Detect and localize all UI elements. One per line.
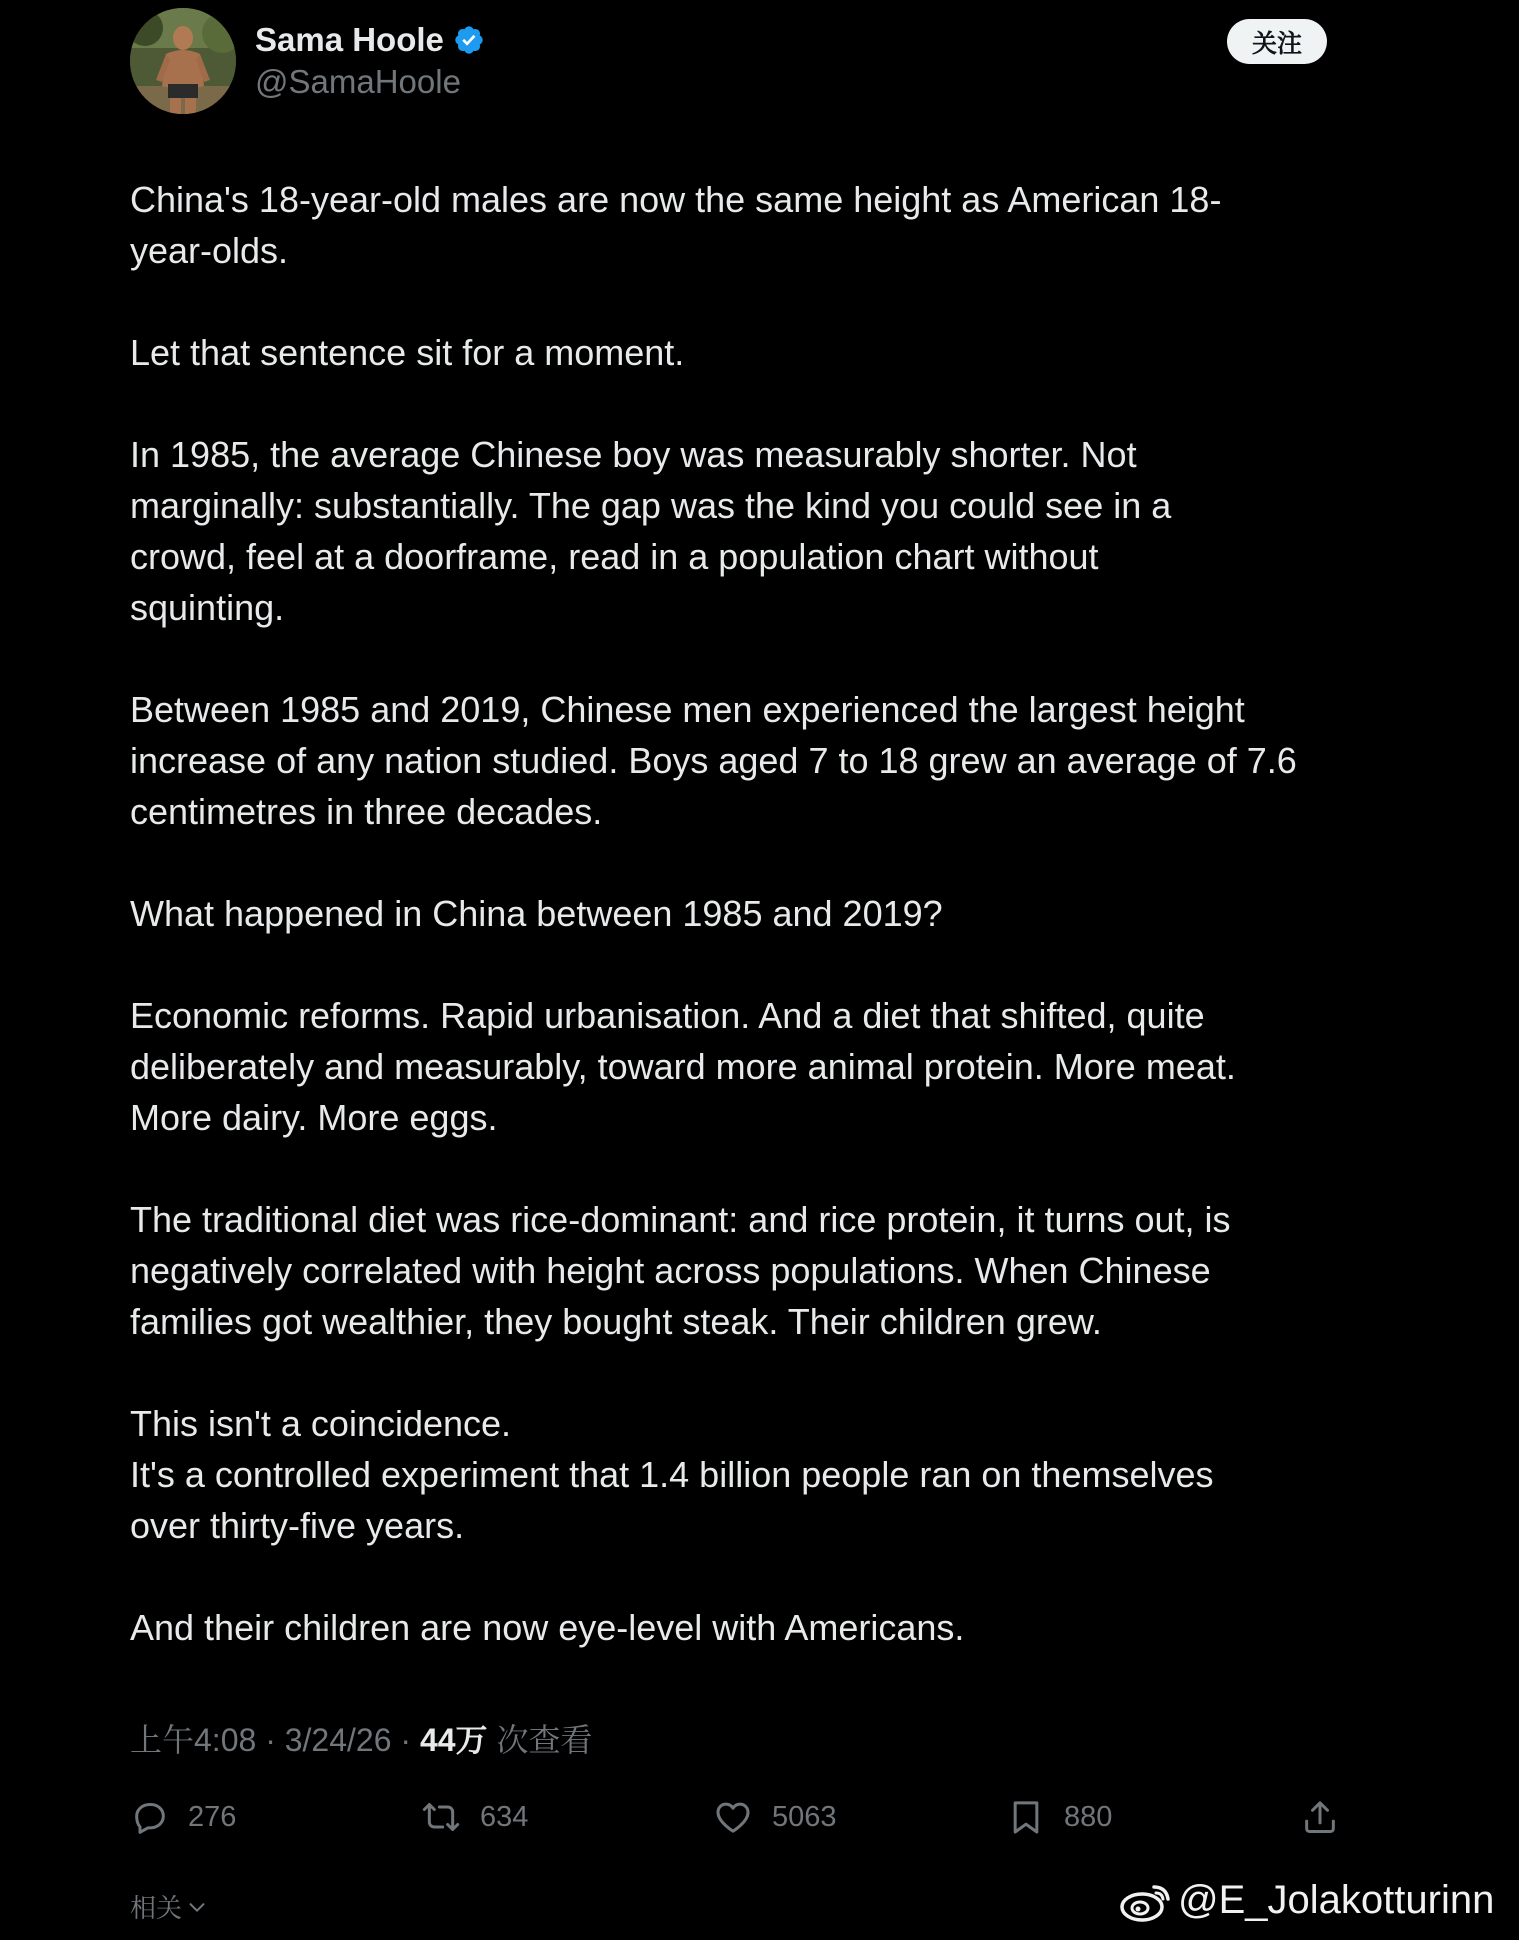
watermark-text: @E_Jolakotturinn bbox=[1178, 1878, 1495, 1922]
repost-count: 634 bbox=[480, 1800, 529, 1833]
tweet-date[interactable]: 3/24/26 bbox=[284, 1722, 392, 1758]
action-bar bbox=[130, 1792, 1350, 1842]
tweet-paragraph: What happened in China between 1985 and 2019? bbox=[130, 893, 943, 934]
speech-bubble-icon bbox=[130, 1797, 170, 1837]
bookmark-button[interactable] bbox=[1006, 1792, 1112, 1842]
repost-button[interactable] bbox=[420, 1792, 528, 1842]
share-upload-icon bbox=[1300, 1797, 1340, 1837]
views-count: 44万 bbox=[419, 1722, 488, 1758]
tweet-paragraph: China's 18-year-old males are now the same height as American 18- year-olds. bbox=[130, 179, 1222, 271]
tweet-paragraph: And their children are now eye-level with Americans. bbox=[130, 1607, 965, 1648]
weibo-logo-icon bbox=[1118, 1879, 1174, 1923]
reply-count: 276 bbox=[188, 1800, 237, 1833]
follow-button[interactable]: 关注 bbox=[1227, 19, 1327, 64]
tweet-text bbox=[130, 174, 1360, 1653]
related-label: 相关 bbox=[130, 1894, 183, 1924]
share-button[interactable] bbox=[1300, 1792, 1340, 1842]
avatar-photo bbox=[130, 8, 236, 114]
tweet-paragraph: This isn't a coincidence. It's a controlled experiment that 1.4 billion people ran on themselves over thirty-five years. bbox=[130, 1403, 1214, 1546]
tweet-meta bbox=[130, 1718, 592, 1762]
like-count: 5063 bbox=[772, 1800, 837, 1833]
author-handle[interactable]: @SamaHoole bbox=[255, 63, 461, 100]
reply-button[interactable] bbox=[130, 1792, 236, 1842]
author-name-row[interactable] bbox=[255, 18, 485, 62]
chevron-down-icon bbox=[186, 1896, 208, 1918]
verified-badge-icon bbox=[453, 24, 485, 56]
tweet-paragraph: In 1985, the average Chinese boy was measurably shorter. Not marginally: substantially. The gap was the kind you could see in a crowd, feel at a doorframe, read in a population chart without squinting. bbox=[130, 434, 1172, 628]
tweet-paragraph: The traditional diet was rice-dominant: and rice protein, it turns out, is negatively correlated with height across populations. When Chinese families got wealthier, they bought steak. Their children grew. bbox=[130, 1199, 1231, 1342]
bookmark-icon bbox=[1006, 1797, 1046, 1837]
meta-separator: · bbox=[391, 1722, 420, 1758]
tweet-paragraph: Let that sentence sit for a moment. bbox=[130, 332, 685, 373]
bookmark-count: 880 bbox=[1064, 1800, 1113, 1833]
author-name[interactable]: Sama Hoole bbox=[255, 21, 444, 58]
tweet-time[interactable]: 上午4:08 bbox=[130, 1722, 257, 1758]
meta-separator: · bbox=[256, 1722, 285, 1758]
heart-icon bbox=[712, 1797, 754, 1837]
watermark bbox=[1118, 1878, 1494, 1923]
like-button[interactable] bbox=[712, 1792, 837, 1842]
related-dropdown[interactable] bbox=[130, 1888, 208, 1925]
avatar[interactable] bbox=[130, 8, 236, 114]
views-label: 次查看 bbox=[487, 1722, 593, 1758]
tweet-paragraph: Between 1985 and 2019, Chinese men experienced the largest height increase of any nation studied. Boys aged 7 to 18 grew an average of 7.6 centimetres in three decades. bbox=[130, 689, 1297, 832]
repost-arrows-icon bbox=[420, 1797, 462, 1837]
tweet-paragraph: Economic reforms. Rapid urbanisation. And a diet that shifted, quite deliberately and measurably, toward more animal protein. More meat. More dairy. More eggs. bbox=[130, 995, 1236, 1138]
